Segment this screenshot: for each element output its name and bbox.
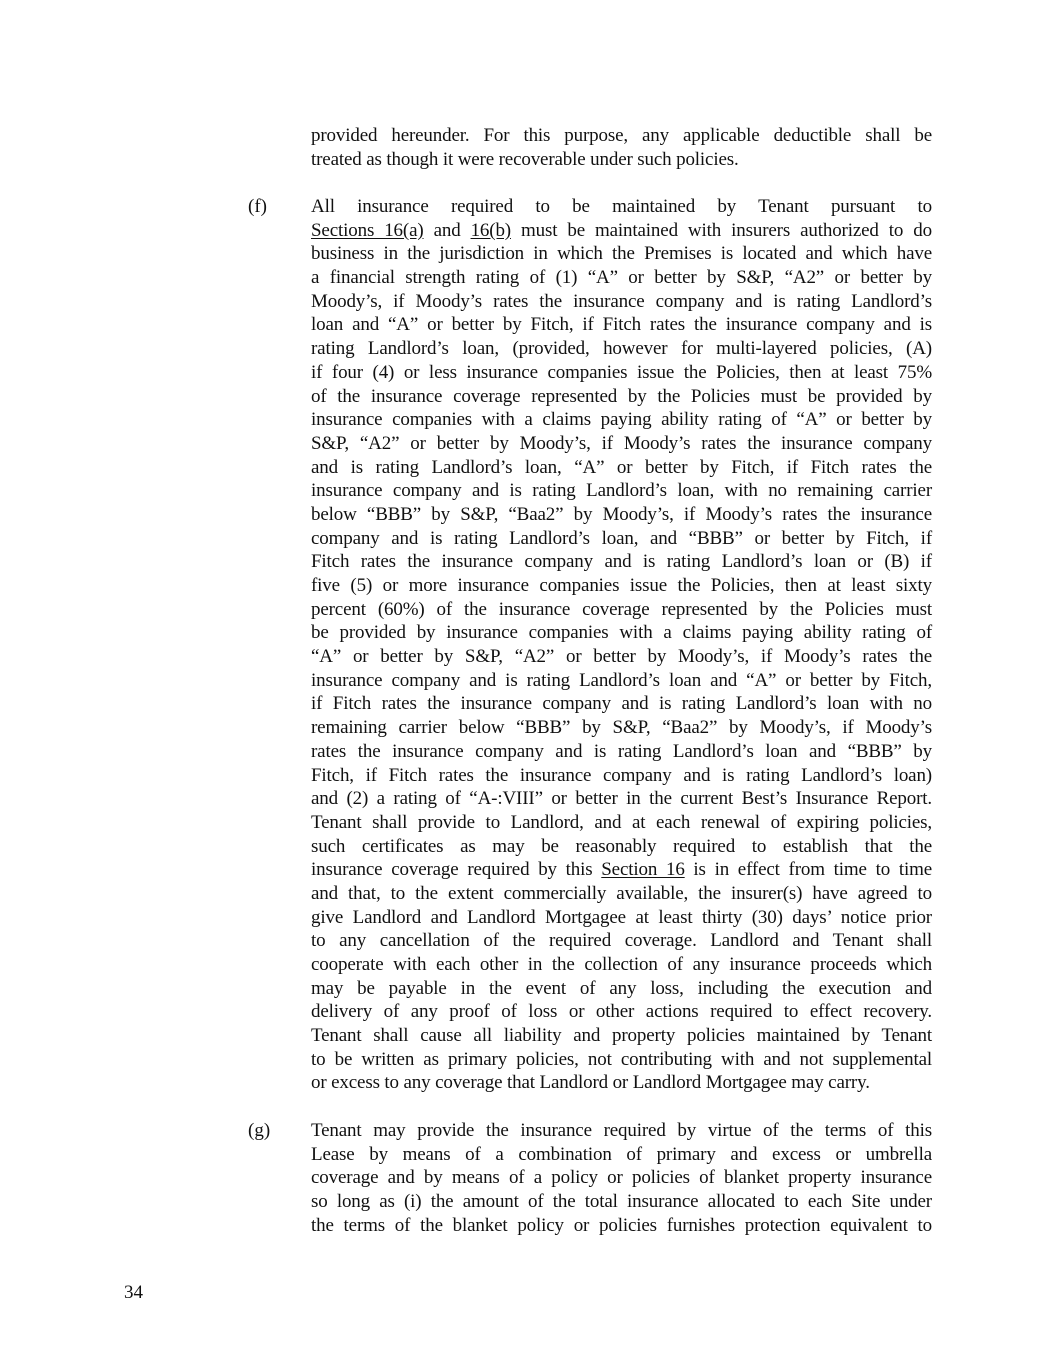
text-line: Fitch, if Fitch rates the insurance company and is rating Landlord’s loan): [311, 764, 932, 786]
text-line: a financial strength rating of (1) “A” or better by S&P, “A2” or better by: [311, 267, 932, 289]
text-line: and (2) a rating of “A-:VIII” or better in the current Best’s Insurance Report.: [311, 788, 932, 810]
text-line: or excess to any coverage that Landlord or Landlord Mortgagee may carry.: [311, 1072, 870, 1094]
text-line: below “BBB” by S&P, “Baa2” by Moody’s, if Moody’s rates the insurance: [311, 503, 932, 525]
section-16b-link[interactable]: 16(b): [470, 219, 511, 241]
text-line: Fitch rates the insurance company and is rating Landlord’s loan or (B) if: [311, 551, 932, 573]
text-fragment: must be maintained with insurers authorized to do: [510, 219, 932, 241]
text-line: delivery of any proof of loss or other actions required to effect recovery.: [311, 1001, 932, 1023]
text-line: give Landlord and Landlord Mortgagee at least thirty (30) days’ notice prior: [311, 906, 932, 928]
text-line: and that, to the extent commercially available, the insurer(s) have agreed to: [311, 882, 932, 904]
text-line: insurance company and is rating Landlord’s loan, with no remaining carrier: [311, 480, 932, 502]
section-g-label: (g): [248, 1120, 271, 1141]
text-line: Tenant shall provide to Landlord, and at each renewal of expiring policies,: [311, 811, 932, 833]
text-line: to any cancellation of the required coverage. Landlord and Tenant shall: [311, 930, 932, 952]
section-g-paragraph: [311, 1119, 932, 1237]
section-f-paragraph: [311, 195, 932, 1095]
text-line: coverage and by means of a policy or policies of blanket property insurance: [311, 1167, 932, 1189]
text-line: be provided by insurance companies with a claims paying ability rating of: [311, 622, 932, 644]
text-line: five (5) or more insurance companies issue the Policies, then at least sixty: [311, 575, 932, 596]
page-number: 34: [124, 1282, 143, 1303]
text-line: [311, 219, 932, 243]
text-line: if four (4) or less insurance companies issue the Policies, then at least 75%: [311, 361, 932, 383]
text-line: Tenant may provide the insurance required by virtue of the terms of this: [311, 1120, 932, 1141]
section-f-label: (f): [248, 196, 267, 217]
text-line: “A” or better by S&P, “A2” or better by Moody’s, if Moody’s rates the: [311, 646, 932, 668]
text-fragment: insurance coverage required by this: [311, 859, 602, 881]
text-line: to be written as primary policies, not contributing with and not supplemental: [311, 1048, 932, 1070]
text-fragment: and: [423, 219, 471, 241]
text-line: the terms of the blanket policy or policies furnishes protection equivalent to: [311, 1214, 932, 1236]
text-line: Lease by means of a combination of primary and excess or umbrella: [311, 1143, 932, 1165]
text-line: loan and “A” or better by Fitch, if Fitch rates the insurance company and is: [311, 314, 932, 336]
text-line: if Fitch rates the insurance company and is rating Landlord’s loan with no: [311, 693, 932, 715]
text-line: so long as (i) the amount of the total insurance allocated to each Site under: [311, 1191, 932, 1213]
text-line: Moody’s, if Moody’s rates the insurance company and is rating Landlord’s: [311, 290, 932, 312]
text-line: rates the insurance company and is rating Landlord’s loan and “BBB” by: [311, 740, 932, 762]
text-line: rating Landlord’s loan, (provided, however for multi-layered policies, (A): [311, 338, 932, 360]
text-line: provided hereunder. For this purpose, any applicable deductible shall be: [311, 125, 932, 146]
text-fragment: is in effect from time to time: [684, 859, 932, 881]
text-line: Tenant shall cause all liability and property policies maintained by Tenant: [311, 1025, 932, 1047]
text-line: of the insurance coverage represented by the Policies must be provided by: [311, 385, 932, 407]
section-16-link[interactable]: Section 16: [601, 859, 685, 881]
text-line: remaining carrier below “BBB” by S&P, “Baa2” by Moody’s, if Moody’s: [311, 717, 932, 739]
continuation-paragraph: [311, 124, 932, 171]
text-line: business in the jurisdiction in which the Premises is located and which have: [311, 243, 932, 265]
text-line: percent (60%) of the insurance coverage represented by the Policies must: [311, 598, 932, 620]
text-line: such certificates as may be reasonably required to establish that the: [311, 835, 932, 857]
text-line: [311, 858, 932, 882]
text-line: cooperate with each other in the collection of any insurance proceeds which: [311, 954, 932, 975]
text-line: company and is rating Landlord’s loan, and “BBB” or better by Fitch, if: [311, 527, 932, 549]
text-line: may be payable in the event of any loss, including the execution and: [311, 977, 932, 999]
text-line: All insurance required to be maintained by Tenant pursuant to: [311, 196, 932, 217]
section-16a-link[interactable]: Sections 16(a): [311, 219, 424, 241]
text-line: insurance companies with a claims paying ability rating of “A” or better by: [311, 409, 932, 431]
text-line: treated as though it were recoverable under such policies.: [311, 148, 739, 170]
text-line: and is rating Landlord’s loan, “A” or better by Fitch, if Fitch rates the: [311, 456, 932, 478]
text-line: insurance company and is rating Landlord’s loan and “A” or better by Fitch,: [311, 669, 932, 691]
text-line: S&P, “A2” or better by Moody’s, if Moody’s rates the insurance company: [311, 432, 932, 454]
